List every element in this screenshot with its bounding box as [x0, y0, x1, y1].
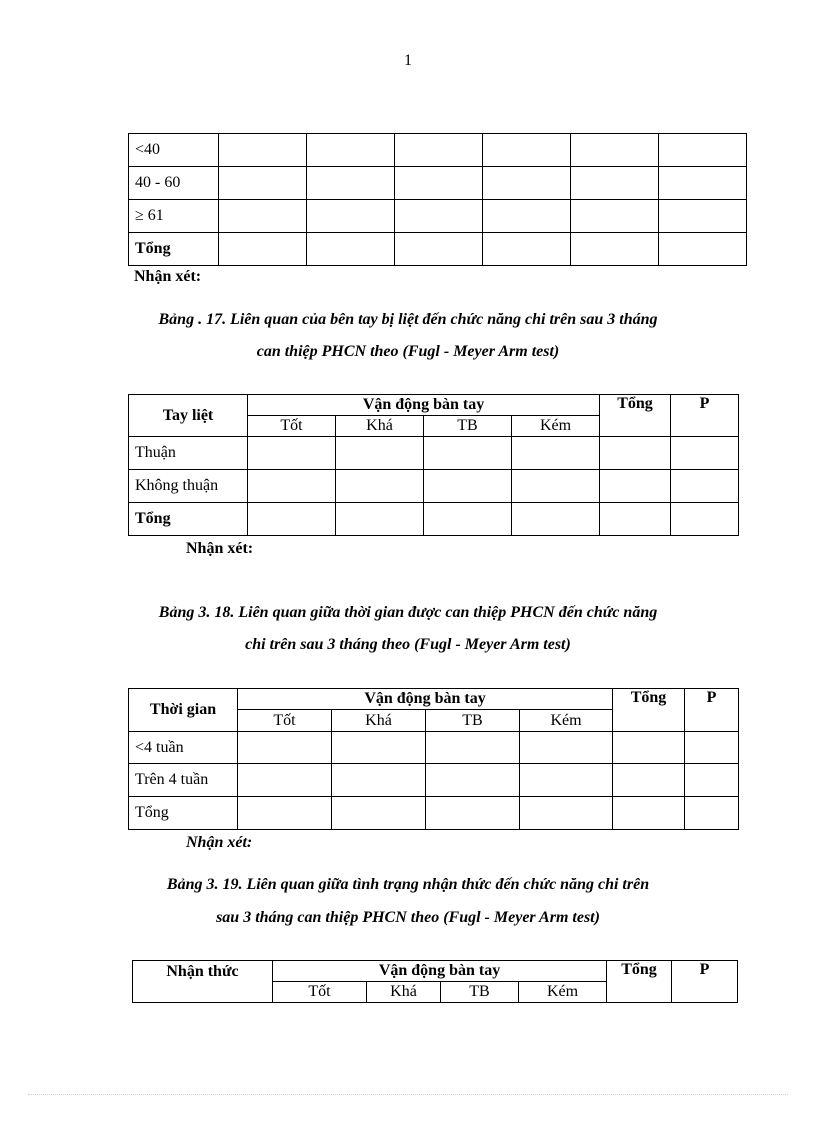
- p-header: P: [672, 961, 738, 1003]
- table-19-caption-line1: Bảng 3. 19. Liên quan giữa tình trạng nhận thức đến chức năng chi trên: [166, 876, 650, 893]
- sub-header: TB: [441, 982, 519, 1003]
- table-row: [129, 437, 739, 470]
- row-header: Thời gian: [129, 689, 238, 732]
- row-label: 40 - 60: [129, 167, 219, 200]
- sub-header: Khá: [332, 710, 426, 732]
- sub-header: Tốt: [248, 416, 336, 437]
- page-bottom-divider: [28, 1094, 788, 1095]
- group-header: Vận động bàn tay: [273, 961, 607, 982]
- sub-header: Tốt: [238, 710, 332, 732]
- row-label-total: Tổng: [129, 797, 238, 830]
- row-label: Thuận: [129, 437, 248, 470]
- table-18-caption-line2: chi trên sau 3 tháng theo (Fugl - Meyer Arm test): [245, 636, 571, 653]
- row-label: ≥ 61: [129, 200, 219, 233]
- table-17-note: Nhận xét:: [186, 540, 254, 557]
- total-header: Tổng: [600, 395, 671, 437]
- row-label: <40: [129, 134, 219, 167]
- sub-header: Kém: [512, 416, 600, 437]
- row-label-total: Tổng: [129, 503, 248, 536]
- sub-header: TB: [424, 416, 512, 437]
- row-label: <4 tuần: [129, 732, 238, 764]
- total-header: Tổng: [607, 961, 672, 1003]
- table-17: [128, 394, 739, 536]
- page-number: 1: [404, 52, 412, 69]
- table-17-caption-line1: Bảng . 17. Liên quan của bên tay bị liệt đến chức năng chi trên sau 3 tháng: [158, 311, 658, 328]
- sub-header: Khá: [336, 416, 424, 437]
- sub-header: Khá: [367, 982, 441, 1003]
- table-row: [129, 167, 747, 200]
- p-header: P: [685, 689, 739, 732]
- total-header: Tổng: [613, 689, 685, 732]
- sub-header: Tốt: [273, 982, 367, 1003]
- row-label: Trên 4 tuần: [129, 764, 238, 797]
- group-header: Vận động bàn tay: [238, 689, 613, 710]
- table-row: [129, 470, 739, 503]
- table-19: [132, 960, 738, 1003]
- table-row: [129, 764, 739, 797]
- table-16-note: Nhận xét:: [134, 268, 202, 285]
- table-row: [129, 200, 747, 233]
- table-18-caption-line1: Bảng 3. 18. Liên quan giữa thời gian được can thiệp PHCN đến chức năng: [158, 604, 658, 621]
- table-row: [129, 134, 747, 167]
- row-label-total: Tổng: [129, 233, 219, 266]
- table-row: [129, 732, 739, 764]
- row-label: Không thuận: [129, 470, 248, 503]
- table-row: [129, 503, 739, 536]
- p-header: P: [671, 395, 739, 437]
- table-19-caption-line2: sau 3 tháng can thiệp PHCN theo (Fugl - Meyer Arm test): [216, 909, 600, 926]
- row-header: Nhận thức: [133, 961, 273, 1003]
- sub-header: Kém: [520, 710, 613, 732]
- sub-header: TB: [426, 710, 520, 732]
- table-row: [129, 233, 747, 266]
- table-16: [128, 133, 747, 266]
- row-header: Tay liệt: [129, 395, 248, 437]
- sub-header: Kém: [519, 982, 607, 1003]
- group-header: Vận động bàn tay: [248, 395, 600, 416]
- table-17-caption-line2: can thiệp PHCN theo (Fugl - Meyer Arm test): [256, 343, 560, 360]
- table-row: [129, 797, 739, 830]
- table-18-note: Nhận xét:: [186, 834, 253, 851]
- table-18: [128, 688, 739, 830]
